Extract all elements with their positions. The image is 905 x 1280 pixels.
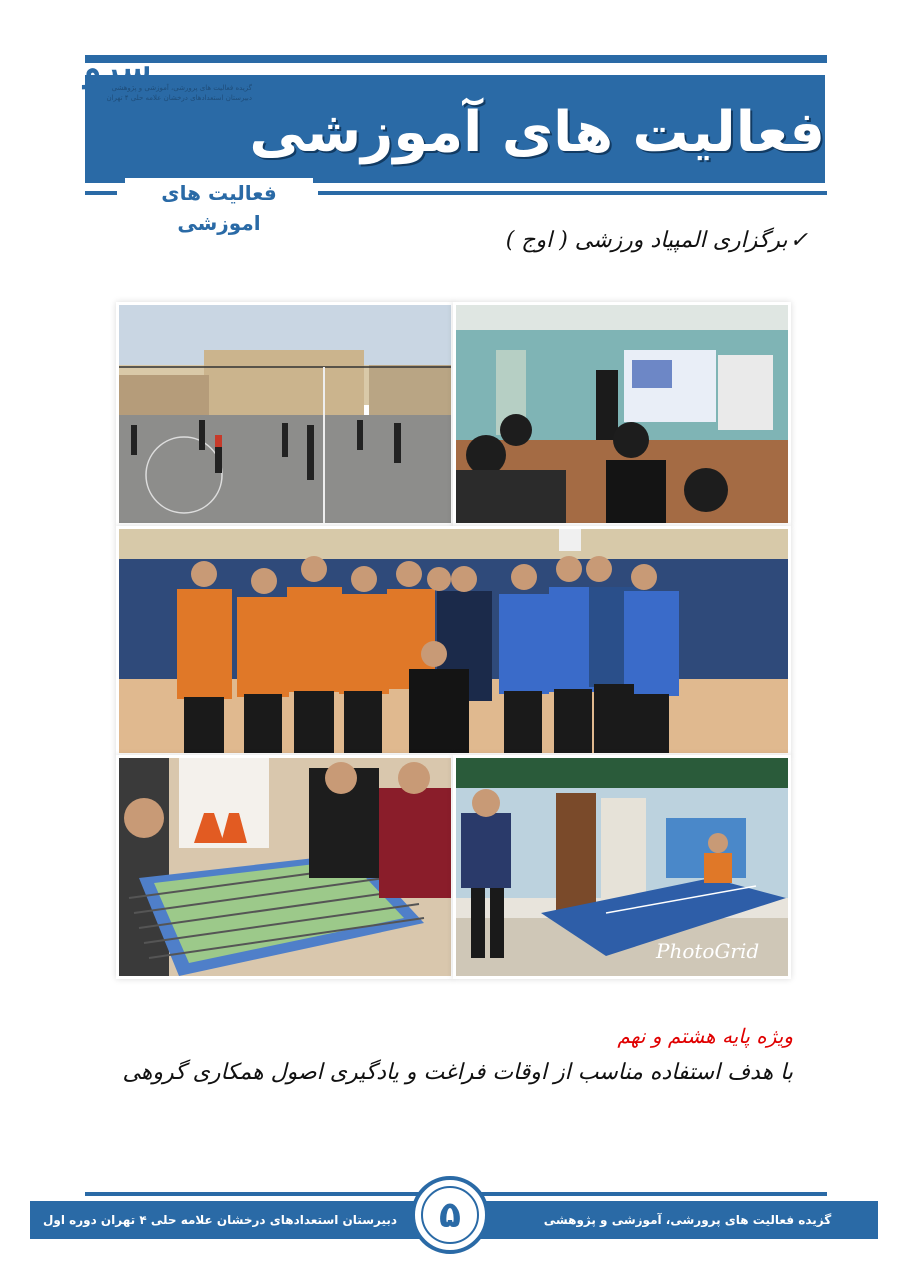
logo xyxy=(84,48,254,100)
photo-foosball xyxy=(116,755,454,979)
checkmark-icon: ✓ xyxy=(789,228,808,253)
section-rule-left xyxy=(85,191,117,195)
photogrid-watermark: PhotoGrid xyxy=(656,939,760,963)
section-label: فعالیت های اموزشی xyxy=(125,178,313,238)
logo-subtitle-line1: گزیده فعالیت های پرورشی، آموزشی و پژوهشی xyxy=(111,84,252,92)
logo-subtitle-line2: دبیرستان استعدادهای درخشان علامه حلی ۴ تهران xyxy=(106,94,252,102)
footer-series-title: گزیده فعالیت های پرورشی، آموزشی و پژوهشی xyxy=(543,1213,832,1227)
page-number: ۵ xyxy=(421,1186,479,1244)
activity-description: با هدف استفاده مناسب از اوقات فراغت و یادگیری اصول همکاری گروهی xyxy=(122,1060,793,1085)
photo-team-group xyxy=(116,526,791,756)
grade-note: ویژه پایه هشتم و نهم xyxy=(617,1024,793,1048)
section-rule-right xyxy=(318,191,827,195)
footer-school-name: دبیرستان استعدادهای درخشان علامه حلی ۴ تهران دوره اول xyxy=(42,1213,398,1227)
page-title: فعالیت های آموزشی xyxy=(249,100,825,165)
photo-table-tennis xyxy=(453,755,791,979)
photo-classroom-presentation xyxy=(453,302,791,526)
logo-wordmark: سرو xyxy=(84,47,152,89)
page-number-badge xyxy=(411,1176,489,1254)
activity-heading-text: برگزاری المپیاد ورزشی ( اوج ) xyxy=(505,228,788,253)
activity-heading xyxy=(506,228,808,253)
photo-volleyball-yard xyxy=(116,302,454,526)
